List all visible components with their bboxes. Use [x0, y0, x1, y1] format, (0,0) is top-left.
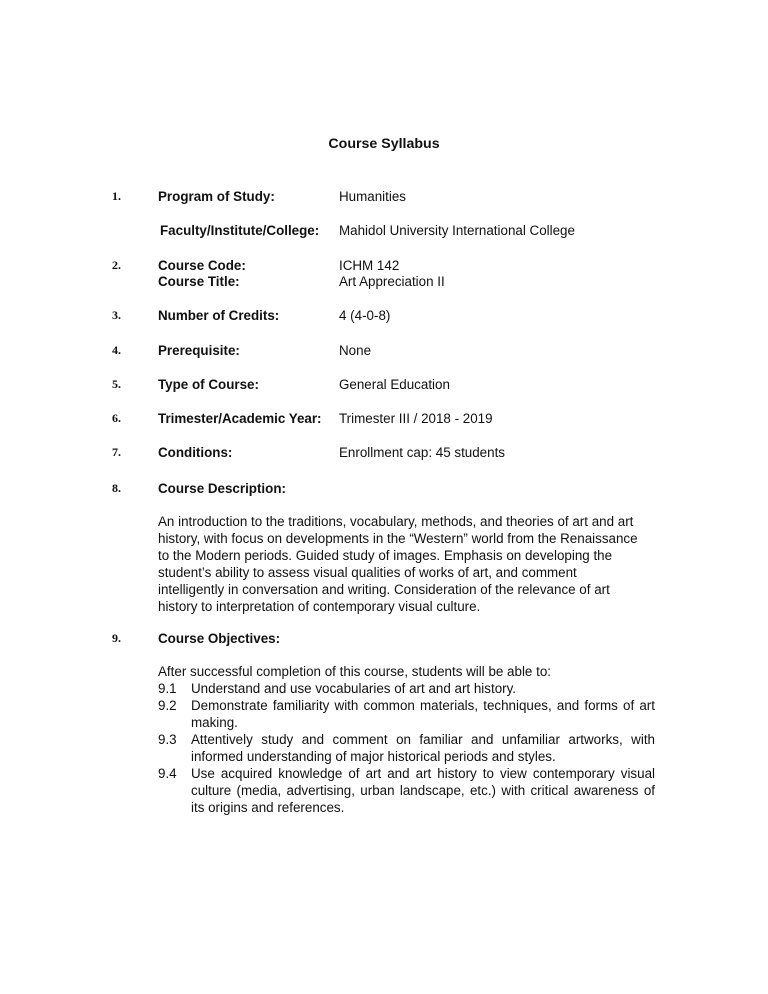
section-number-7: 7.	[112, 445, 121, 459]
course-code-value: ICHM 142	[339, 258, 400, 273]
section-number-3: 3.	[112, 308, 121, 322]
description-line: student’s ability to assess visual qualities of works of art, and comment	[158, 565, 577, 580]
objectives-heading: Course Objectives:	[158, 631, 281, 646]
prerequisite-label: Prerequisite:	[158, 343, 240, 358]
description-heading: Course Description:	[158, 481, 286, 496]
description-line: intelligently in conversation and writing. Consideration of the relevance of art	[158, 582, 610, 597]
prerequisite-value: None	[339, 343, 372, 358]
section-number-8: 8.	[112, 481, 121, 495]
section-number-5: 5.	[112, 377, 121, 391]
description-line: history to interpretation of contemporary visual culture.	[158, 599, 481, 614]
description-line: to the Modern periods. Guided study of images. Emphasis on developing the	[158, 548, 613, 563]
program-label: Program of Study:	[158, 189, 275, 204]
trimester-value: Trimester III / 2018 - 2019	[339, 411, 493, 426]
objective-text: Demonstrate familiarity with common materials, techniques, and forms of art making.	[191, 698, 655, 730]
conditions-value: Enrollment cap: 45 students	[339, 445, 505, 460]
page-title: Course Syllabus	[328, 136, 440, 152]
faculty-value: Mahidol University International College	[339, 223, 575, 238]
objective-text: Attentively study and comment on familiar and unfamiliar artworks, with informed understanding of major historical periods and styles.	[191, 732, 655, 764]
objective-number: 9.1	[158, 681, 177, 696]
course-title-value: Art Appreciation II	[339, 274, 445, 289]
objective-number: 9.3	[158, 732, 177, 747]
objective-number: 9.2	[158, 698, 177, 713]
section-number-4: 4.	[112, 343, 121, 357]
section-number-2: 2.	[112, 258, 121, 272]
objective-text: Understand and use vocabularies of art and art history.	[191, 681, 517, 696]
credits-value: 4 (4-0-8)	[339, 308, 391, 323]
course-type-label: Type of Course:	[158, 377, 259, 392]
objectives-intro: After successful completion of this course, students will be able to:	[158, 664, 551, 679]
course-type-value: General Education	[339, 377, 450, 392]
program-value: Humanities	[339, 189, 406, 204]
objective-text: Use acquired knowledge of art and art history to view contemporary visual culture (media, advertising, urban landscape, etc.) with critical awareness of its origins and references.	[191, 766, 655, 815]
section-number-6: 6.	[112, 411, 121, 425]
description-line: An introduction to the traditions, vocabulary, methods, and theories of art and art	[158, 514, 634, 529]
objective-number: 9.4	[158, 766, 177, 781]
trimester-label: Trimester/Academic Year:	[158, 411, 322, 426]
section-number-9: 9.	[112, 631, 121, 645]
course-code-label: Course Code:	[158, 258, 246, 273]
faculty-label: Faculty/Institute/College:	[160, 223, 320, 238]
description-line: history, with focus on developments in the “Western” world from the Renaissance	[158, 531, 638, 546]
section-number-1: 1.	[112, 189, 121, 203]
course-title-label: Course Title:	[158, 274, 240, 289]
conditions-label: Conditions:	[158, 445, 233, 460]
credits-label: Number of Credits:	[158, 308, 280, 323]
